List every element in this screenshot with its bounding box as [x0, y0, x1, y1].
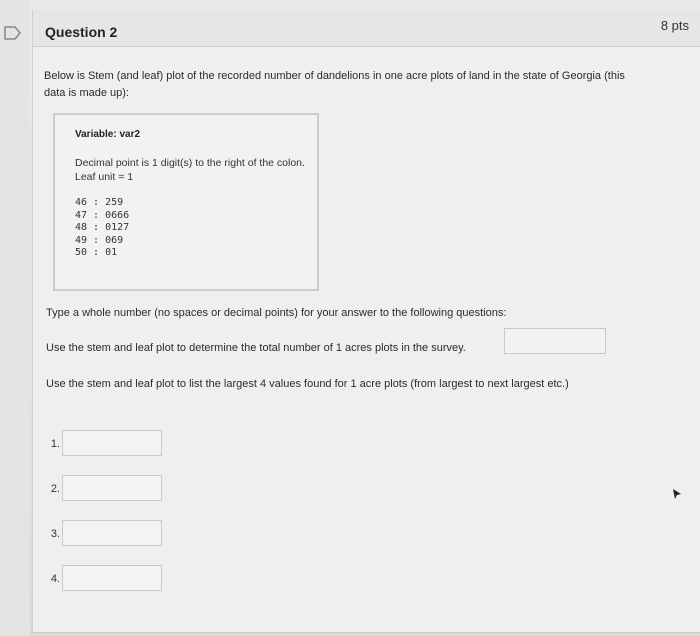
stem-row: 48 : 0127: [75, 222, 130, 233]
total-plots-input[interactable]: [504, 328, 606, 354]
stem-row: 46 : 259: [75, 197, 124, 208]
largest-value-input-3[interactable]: [62, 520, 162, 546]
stem-row: 50 : 01: [75, 247, 118, 258]
variable-label: Variable: var2: [75, 129, 141, 140]
mouse-cursor-icon: [672, 488, 682, 500]
intro-line-1: Below is Stem (and leaf) plot of the recorded number of dandelions in one acre plots of land in the state of Georgia (this: [44, 70, 625, 82]
question-header: [33, 10, 700, 47]
leaf-unit-note: Leaf unit = 1: [75, 171, 134, 183]
left-margin: [0, 0, 30, 636]
largest-values-question: Use the stem and leaf plot to list the largest 4 values found for 1 acre plots (from largest to next largest etc.): [46, 378, 569, 390]
answer-number-label: 3.: [50, 528, 60, 540]
question-title: Question 2: [45, 24, 118, 40]
answer-number-label: 2.: [50, 483, 60, 495]
decimal-point-note: Decimal point is 1 digit(s) to the right of the colon.: [75, 157, 305, 169]
answer-number-label: 4.: [50, 573, 60, 585]
question-intro: [44, 68, 684, 102]
stem-leaf-plot: [75, 197, 129, 260]
question-card: [32, 10, 700, 633]
largest-value-input-1[interactable]: [62, 430, 162, 456]
largest-value-input-4[interactable]: [62, 565, 162, 591]
stem-leaf-output-box: [53, 113, 319, 291]
stem-row: 49 : 069: [75, 234, 124, 246]
total-plots-question: Use the stem and leaf plot to determine the total number of 1 acres plots in the survey.: [46, 342, 466, 354]
stem-row: 47 : 0666: [75, 209, 130, 221]
answer-instructions: Type a whole number (no spaces or decimal points) for your answer to the following questions:: [46, 307, 507, 319]
flag-question-icon[interactable]: [4, 26, 22, 40]
intro-line-2: data is made up):: [44, 87, 129, 99]
largest-value-input-2[interactable]: [62, 475, 162, 501]
question-points: 8 pts: [660, 18, 689, 33]
answer-number-label: 1.: [50, 438, 60, 450]
